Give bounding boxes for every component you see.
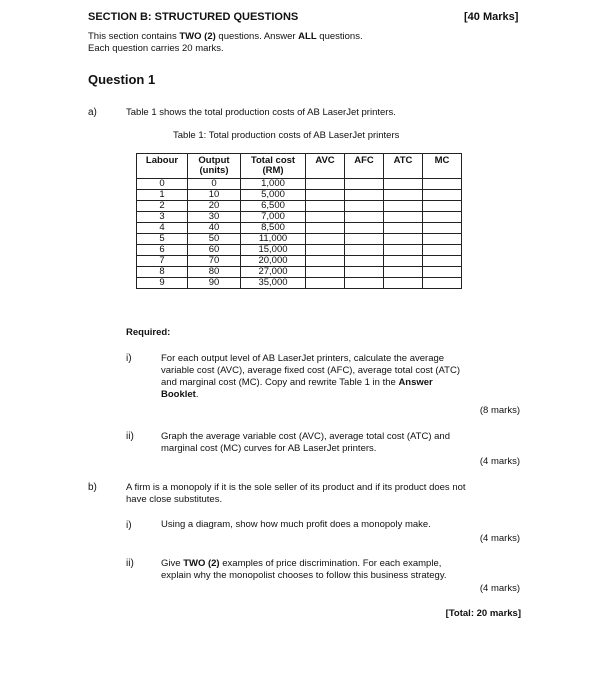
table-cell-empty — [384, 190, 423, 201]
table-caption: Table 1: Total production costs of AB LaserJet printers — [173, 130, 400, 141]
table-cell: 8,500 — [241, 223, 306, 234]
part-b-ii-marks: (4 marks) — [479, 583, 520, 594]
table-row — [137, 267, 462, 278]
table-cell: 40 — [188, 223, 241, 234]
table-cell: 60 — [188, 245, 241, 256]
text-line: explain why the monopolist chooses to follow this business strategy. — [161, 570, 447, 581]
table-cell-empty — [423, 234, 462, 245]
text-line: variable cost (AVC), average fixed cost (AFC), average total cost (ATC) — [161, 365, 460, 376]
table-cell-empty — [423, 190, 462, 201]
header-labour: Labour — [137, 154, 188, 179]
table-cell-empty — [345, 201, 384, 212]
required-label: Required: — [126, 327, 171, 338]
intro-line-2: Each question carries 20 marks. — [88, 43, 224, 54]
table-cell: 35,000 — [241, 278, 306, 289]
text-line: marginal cost (MC) curves for AB LaserJet printers. — [161, 443, 377, 454]
header-output: Output (units) — [188, 154, 241, 179]
part-b-label: b) — [88, 482, 97, 493]
total-marks: [Total: 20 marks] — [445, 608, 521, 619]
table-cell: 11,000 — [241, 234, 306, 245]
intro-text: questions. — [316, 31, 363, 42]
table-cell: 4 — [137, 223, 188, 234]
table-cell-empty — [384, 234, 423, 245]
table-cell-empty — [345, 245, 384, 256]
text-line: and marginal cost (MC). Copy and rewrite Table 1 in the — [161, 377, 399, 388]
table-cell-empty — [423, 256, 462, 267]
text-line: examples of price discrimination. For each example, — [219, 558, 442, 569]
table-cell-empty — [345, 212, 384, 223]
table-row — [137, 179, 462, 190]
text-bold: TWO (2) — [183, 558, 220, 569]
table-cell: 80 — [188, 267, 241, 278]
table-cell-empty — [384, 201, 423, 212]
table-header-row — [137, 154, 462, 179]
text-line: have close substitutes. — [126, 494, 223, 505]
part-b-ii-text — [161, 558, 521, 582]
table-cell: 10 — [188, 190, 241, 201]
part-b-ii-label: ii) — [126, 558, 134, 569]
cost-table — [136, 153, 462, 289]
table-cell: 0 — [137, 179, 188, 190]
table-cell-empty — [384, 278, 423, 289]
table-row — [137, 190, 462, 201]
table-row — [137, 223, 462, 234]
text-line: Give — [161, 558, 184, 569]
table-cell: 6,500 — [241, 201, 306, 212]
table-row — [137, 278, 462, 289]
text-bold: Answer — [398, 377, 433, 388]
table-cell-empty — [306, 179, 345, 190]
table-cell: 30 — [188, 212, 241, 223]
table-cell-empty — [306, 234, 345, 245]
header-afc: AFC — [345, 154, 384, 179]
text-line: For each output level of AB LaserJet printers, calculate the average — [161, 353, 445, 364]
table-cell-empty — [423, 278, 462, 289]
table-cell: 0 — [188, 179, 241, 190]
table-cell-empty — [423, 212, 462, 223]
header-mc: MC — [423, 154, 462, 179]
table-cell-empty — [423, 267, 462, 278]
part-a-i-marks: (8 marks) — [479, 405, 520, 416]
table-cell-empty — [345, 223, 384, 234]
section-marks: [40 Marks] — [464, 11, 519, 23]
text-line: A firm is a monopoly if it is the sole seller of its product and if its product does not — [126, 482, 466, 493]
table-cell-empty — [345, 278, 384, 289]
table-cell: 15,000 — [241, 245, 306, 256]
part-a-label: a) — [88, 107, 97, 118]
table-body — [137, 179, 462, 289]
table-cell-empty — [423, 201, 462, 212]
table-row — [137, 212, 462, 223]
table-row — [137, 234, 462, 245]
part-a-ii-marks: (4 marks) — [479, 456, 520, 467]
table-cell-empty — [306, 278, 345, 289]
table-cell-empty — [306, 245, 345, 256]
part-b-i-label: i) — [126, 520, 132, 531]
table-cell-empty — [345, 256, 384, 267]
table-cell-empty — [384, 256, 423, 267]
part-a-text: Table 1 shows the total production costs of AB LaserJet printers. — [126, 107, 396, 118]
table-cell: 5 — [137, 234, 188, 245]
table-cell: 6 — [137, 245, 188, 256]
table-row — [137, 245, 462, 256]
question-title: Question 1 — [88, 72, 156, 87]
header-atc: ATC — [384, 154, 423, 179]
table-cell-empty — [384, 245, 423, 256]
table-row — [137, 201, 462, 212]
text-bold: Booklet — [161, 389, 196, 400]
table-cell: 9 — [137, 278, 188, 289]
table-cell: 5,000 — [241, 190, 306, 201]
section-intro — [88, 31, 363, 55]
table-cell-empty — [306, 267, 345, 278]
table-cell: 70 — [188, 256, 241, 267]
table-cell-empty — [306, 190, 345, 201]
intro-bold: TWO (2) — [179, 31, 216, 42]
table-cell: 50 — [188, 234, 241, 245]
table-cell-empty — [384, 223, 423, 234]
part-a-i-text — [161, 353, 521, 401]
header-total-cost: Total cost (RM) — [241, 154, 306, 179]
text-line: Graph the average variable cost (AVC), average total cost (ATC) and — [161, 431, 451, 442]
table-cell: 2 — [137, 201, 188, 212]
intro-text: questions. Answer — [215, 31, 299, 42]
section-title: SECTION B: STRUCTURED QUESTIONS — [88, 11, 299, 23]
table-cell-empty — [306, 223, 345, 234]
table-cell-empty — [384, 179, 423, 190]
intro-text: This section contains — [88, 31, 180, 42]
table-cell: 7,000 — [241, 212, 306, 223]
table-cell-empty — [423, 223, 462, 234]
part-a-ii-label: ii) — [126, 431, 134, 442]
table-cell-empty — [306, 201, 345, 212]
table-cell: 27,000 — [241, 267, 306, 278]
part-a-ii-text — [161, 431, 521, 455]
part-b-i-text: Using a diagram, show how much profit does a monopoly make. — [161, 519, 431, 530]
table-cell: 20,000 — [241, 256, 306, 267]
table-cell: 90 — [188, 278, 241, 289]
intro-bold: ALL — [298, 31, 317, 42]
table-cell-empty — [345, 234, 384, 245]
table-cell-empty — [345, 179, 384, 190]
table-cell: 1,000 — [241, 179, 306, 190]
table-row — [137, 256, 462, 267]
part-a-i-label: i) — [126, 353, 132, 364]
table-cell: 7 — [137, 256, 188, 267]
text-line: . — [195, 389, 199, 400]
part-b-i-marks: (4 marks) — [479, 533, 520, 544]
table-cell-empty — [423, 245, 462, 256]
table-cell-empty — [345, 267, 384, 278]
table-cell-empty — [384, 212, 423, 223]
table-cell-empty — [306, 256, 345, 267]
table-cell-empty — [423, 179, 462, 190]
table-cell: 8 — [137, 267, 188, 278]
header-avc: AVC — [306, 154, 345, 179]
table-cell-empty — [306, 212, 345, 223]
part-b-text — [126, 482, 522, 506]
table-cell: 3 — [137, 212, 188, 223]
table-cell: 20 — [188, 201, 241, 212]
table-cell-empty — [345, 190, 384, 201]
table-cell-empty — [384, 267, 423, 278]
table-cell: 1 — [137, 190, 188, 201]
